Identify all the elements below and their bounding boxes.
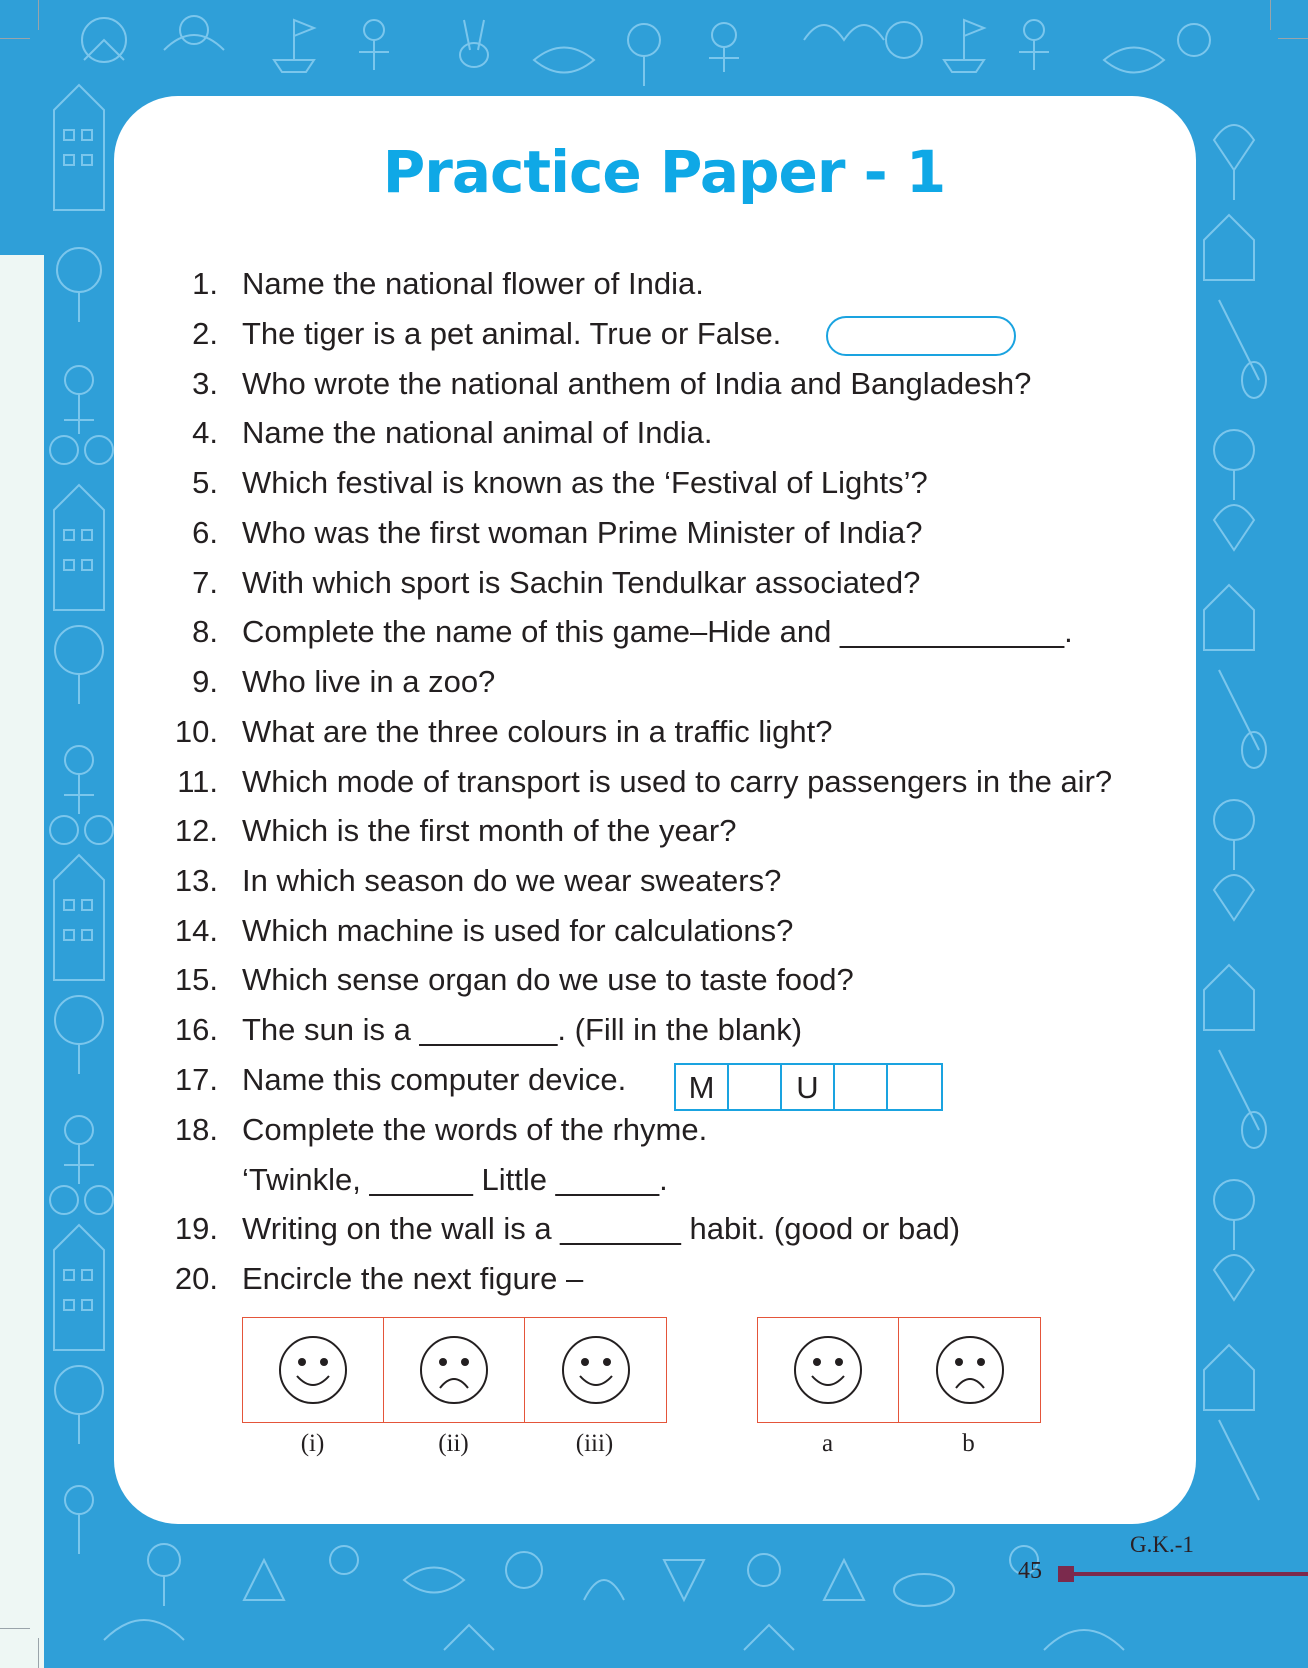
crop-mark [38, 1638, 39, 1668]
question-text: Complete the name of this game–Hide and _____________. [242, 614, 1073, 649]
question-text: Who wrote the national anthem of India and Bangladesh? [242, 366, 1032, 401]
page-title: Practice Paper - 1 [382, 138, 946, 206]
answer-options [757, 1317, 1041, 1423]
question-number: 7. [192, 565, 218, 600]
letter-box[interactable] [729, 1065, 782, 1109]
question-number: 16. [174, 1012, 218, 1047]
letter-box[interactable]: M [676, 1065, 729, 1109]
option-b[interactable] [899, 1318, 1040, 1422]
letter-box[interactable]: U [782, 1065, 835, 1109]
question-text: What are the three colours in a traffic light? [242, 714, 833, 749]
question-text: Which is the first month of the year? [242, 813, 737, 848]
question-number: 6. [192, 515, 218, 550]
question-number: 19. [174, 1211, 218, 1246]
worksheet-card [114, 96, 1196, 1524]
question-text: Who live in a zoo? [242, 664, 496, 699]
sad-face-icon [934, 1334, 1006, 1406]
question-number: 18. [174, 1112, 218, 1147]
option-a[interactable] [758, 1318, 899, 1422]
option-label: b [962, 1430, 975, 1457]
sequence-cell [384, 1318, 525, 1422]
question-text: Name this computer device. [242, 1062, 627, 1097]
question-text: Writing on the wall is a _______ habit. (good or bad) [242, 1211, 961, 1246]
sequence-cell [525, 1318, 666, 1422]
question-number: 2. [192, 316, 218, 351]
question-number: 10. [174, 714, 218, 749]
question-number: 11. [177, 764, 218, 799]
question-text: Who was the first woman Prime Minister of India? [242, 515, 923, 550]
footer-marker [1058, 1566, 1074, 1582]
question-text: Which machine is used for calculations? [242, 913, 794, 948]
sad-face-icon [418, 1334, 490, 1406]
question-number: 9. [192, 664, 218, 699]
question-number: 4. [192, 415, 218, 450]
question-text: ‘Twinkle, ______ Little ______. [242, 1162, 668, 1197]
crop-mark [0, 38, 30, 39]
crop-mark [1278, 38, 1308, 39]
crop-mark [0, 1628, 30, 1629]
question-number: 13. [174, 863, 218, 898]
question-number: 3. [192, 366, 218, 401]
question-text: Complete the words of the rhyme. [242, 1112, 708, 1147]
crop-mark [1270, 0, 1271, 30]
question-number: 8. [192, 614, 218, 649]
question-text: Which sense organ do we use to taste food? [242, 962, 854, 997]
question-text: Encircle the next figure – [242, 1261, 584, 1296]
true-false-answer-box[interactable] [826, 316, 1016, 356]
letter-box[interactable] [835, 1065, 888, 1109]
happy-face-icon [792, 1334, 864, 1406]
question-text: Name the national animal of India. [242, 415, 713, 450]
question-text: With which sport is Sachin Tendulkar associated? [242, 565, 921, 600]
sequence-figures [242, 1317, 667, 1423]
book-code: G.K.-1 [1130, 1532, 1194, 1557]
letter-box[interactable] [888, 1065, 941, 1109]
question-text: In which season do we wear sweaters? [242, 863, 782, 898]
question-text: Which mode of transport is used to carry passengers in the air? [242, 764, 1113, 799]
question-number: 12. [174, 813, 218, 848]
left-margin-strip [0, 0, 44, 1668]
question-number: 14. [174, 913, 218, 948]
question-text: The tiger is a pet animal. True or False. [242, 316, 782, 351]
footer-rule [1074, 1572, 1308, 1576]
sequence-label: (ii) [438, 1430, 469, 1457]
happy-face-icon [560, 1334, 632, 1406]
question-number: 17. [174, 1062, 218, 1097]
question-text: Name the national flower of India. [242, 266, 704, 301]
sequence-label: (i) [300, 1430, 325, 1457]
question-number: 15. [174, 962, 218, 997]
sequence-cell [243, 1318, 384, 1422]
happy-face-icon [277, 1334, 349, 1406]
option-label: a [821, 1430, 834, 1457]
question-number: 1. [192, 266, 218, 301]
question-text: The sun is a ________. (Fill in the blank) [242, 1012, 803, 1047]
device-name-boxes [674, 1063, 943, 1111]
question-number: 5. [192, 465, 218, 500]
page-number: 45 [1018, 1558, 1042, 1584]
question-text: Which festival is known as the ‘Festival of Lights’? [242, 465, 928, 500]
crop-mark [38, 0, 39, 30]
sequence-label: (iii) [575, 1430, 614, 1457]
question-number: 20. [174, 1261, 218, 1296]
